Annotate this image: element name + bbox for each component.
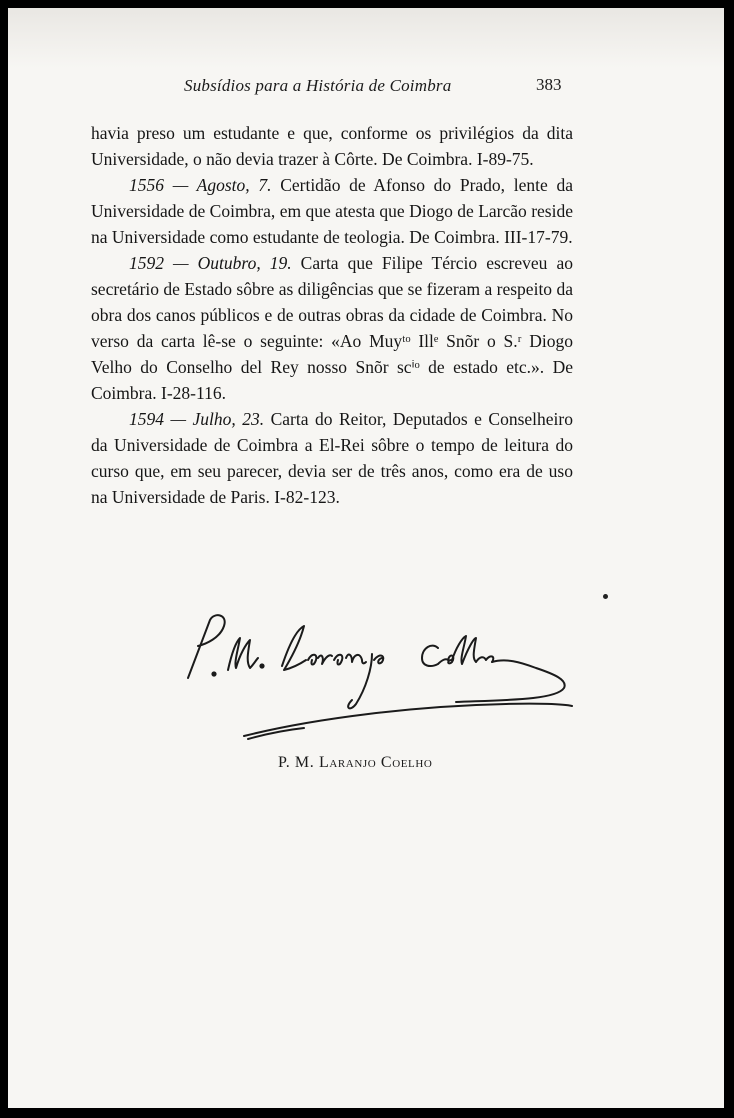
handwritten-signature xyxy=(176,608,576,748)
entry-1594 xyxy=(91,406,573,510)
entry-1592 xyxy=(91,250,573,406)
print-speck xyxy=(603,594,608,599)
paragraph-continuation: havia preso um estudante e que, conforme os privilégios da dita Universidade, o não devia trazer à Côrte. De Coimbra. I-89-75. xyxy=(91,123,573,169)
running-header-title: Subsídios para a História de Coimbra xyxy=(184,76,452,95)
signature-drawing xyxy=(176,608,576,748)
entry-date: 1592 — Outubro, 19. xyxy=(129,253,292,273)
entry-text: Carta do Reitor, Deputados e Conselheiro da Universidade de Coimbra a El-Rei sôbre o tempo de leitura do curso que, em seu parecer, devia ser de três anos, como era de uso na Universidade de Paris. I-82-123. xyxy=(91,409,573,507)
entry-date: 1594 — Julho, 23. xyxy=(129,409,265,429)
entry-text: Certidão de Afonso do Prado, lente da Universidade de Coimbra, em que atesta que Diogo de Larcão reside na Universidade como estudante de teologia. De Coimbra. III-17-79. xyxy=(91,175,573,247)
author-name: P. M. Laranjo Coelho xyxy=(278,754,433,771)
entry-date: 1556 — Agosto, 7. xyxy=(129,175,272,195)
entry-text: Carta que Filipe Tércio escreveu ao secretário de Estado sôbre as diligências que se fizeram a respeito da obra dos canos públicos e de outras obras da cidade de Coimbra. No verso da carta lê-se o seguinte: «Ao Muyᵗᵒ Illᵉ Snõr o S.ʳ Diogo Velho do Conselho del Rey nosso Snõr scⁱᵒ de estado etc.». De Coimbra. I-28-116. xyxy=(91,253,573,403)
page-number: 383 xyxy=(536,75,562,94)
body-text xyxy=(91,120,573,510)
entry-1556 xyxy=(91,172,573,250)
document-page xyxy=(8,8,724,1108)
